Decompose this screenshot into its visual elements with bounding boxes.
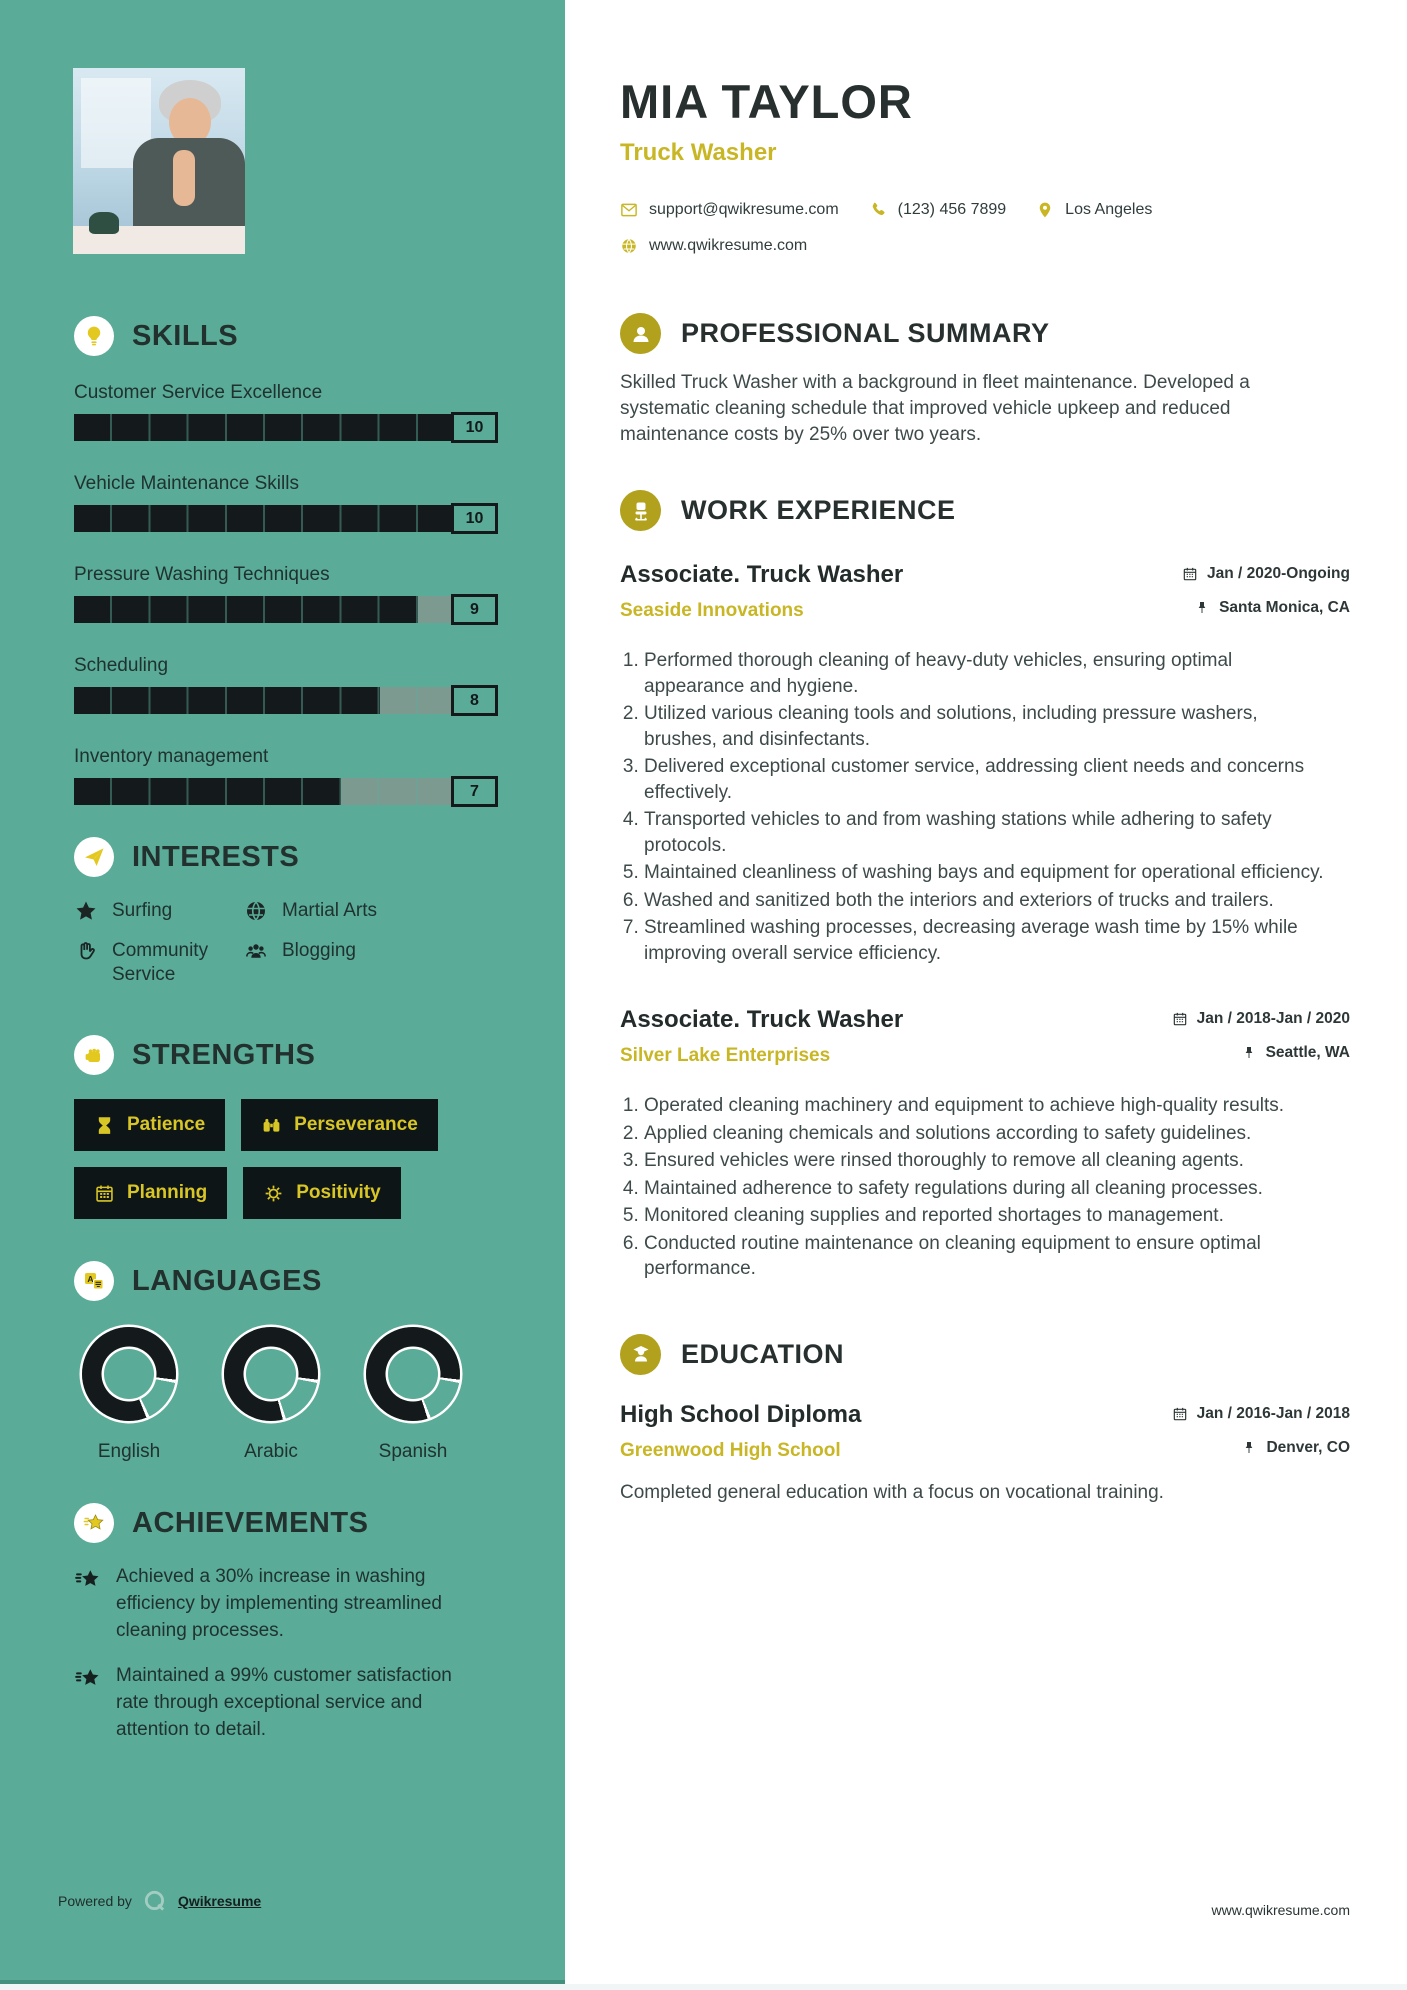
skill-label: Scheduling xyxy=(74,655,169,676)
contact-phone xyxy=(869,201,1007,219)
strength-chips xyxy=(74,1099,501,1219)
education-school-row xyxy=(620,1439,1350,1462)
language-label: English xyxy=(97,1441,161,1462)
education-date-text: Jan / 2016-Jan / 2018 xyxy=(1196,1404,1350,1422)
footer-website[interactable]: www.qwikresume.com xyxy=(1211,1902,1350,1918)
interest-item xyxy=(74,939,244,987)
skills-header xyxy=(74,316,501,356)
job-bullet: 1. Performed thorough cleaning of heavy-duty vehicles, ensuring optimal appearance and hygiene. xyxy=(644,648,1330,699)
job-bullet: 2. Applied cleaning chemicals and solutions according to safety guidelines. xyxy=(644,1121,1330,1147)
skill-row xyxy=(74,473,501,534)
skill-bar xyxy=(74,412,498,443)
achievements-section xyxy=(74,1503,501,1743)
language-item xyxy=(224,1327,318,1463)
job-company-row xyxy=(620,1044,1350,1067)
education-degree-row xyxy=(620,1401,1350,1429)
job-date-text: Jan / 2020-Ongoing xyxy=(1207,565,1350,582)
job-company: Seaside Innovations xyxy=(620,600,804,621)
skill-bar xyxy=(74,503,498,534)
star-icon xyxy=(74,899,98,923)
summary-header xyxy=(620,313,1350,354)
job-location-text: Santa Monica, CA xyxy=(1219,599,1350,616)
work-section xyxy=(620,490,1350,1282)
job-date xyxy=(1182,565,1350,583)
globe-icon xyxy=(620,237,638,255)
summary-section xyxy=(620,313,1350,448)
strength-chip xyxy=(243,1167,400,1219)
job-bullet: 6. Conducted routine maintenance on cleaning equipment to ensure optimal performance. xyxy=(644,1231,1330,1282)
interest-label: Blogging xyxy=(282,940,356,961)
job-entry xyxy=(620,1006,1350,1282)
job-company-row xyxy=(620,599,1350,622)
strengths-header xyxy=(74,1035,501,1075)
skill-bar-track xyxy=(74,778,456,805)
powered-by-label: Powered by xyxy=(58,1893,132,1909)
pin-icon xyxy=(1036,201,1054,219)
skill-bar-fill xyxy=(74,687,380,714)
interests-grid xyxy=(74,899,501,987)
contact-email-text: support@qwikresume.com xyxy=(649,201,839,218)
education-section xyxy=(620,1334,1350,1506)
strength-label: Perseverance xyxy=(294,1114,418,1135)
skill-row xyxy=(74,746,501,807)
photo-arm xyxy=(173,150,195,206)
hand-icon xyxy=(74,939,98,963)
calendar-icon xyxy=(1172,1406,1188,1422)
job-bullet: 6. Washed and sanitized both the interiors and exteriors of trucks and trailers. xyxy=(644,888,1330,914)
qwikresume-link[interactable]: Qwikresume xyxy=(177,1893,262,1909)
skill-row xyxy=(74,382,501,443)
job-bullet: 5. Monitored cleaning supplies and reported shortages to management. xyxy=(644,1203,1330,1229)
strength-chip xyxy=(74,1167,227,1219)
achievement-item xyxy=(74,1662,484,1743)
interests-title: INTERESTS xyxy=(132,840,300,873)
strength-chip xyxy=(74,1099,225,1151)
star-badge-icon xyxy=(74,1503,114,1543)
skills-section xyxy=(74,316,501,807)
languages-title: LANGUAGES xyxy=(132,1264,322,1297)
skill-bar-fill xyxy=(74,414,456,441)
translate-icon xyxy=(74,1261,114,1301)
contact-location-text: Los Angeles xyxy=(1065,201,1153,218)
job-bullet: 7. Streamlined washing processes, decreasing average wash time by 15% while improving overall service efficiency. xyxy=(644,915,1330,966)
qwikresume-logo-icon xyxy=(142,1888,168,1914)
skill-score: 10 xyxy=(451,412,498,443)
office-chair-icon xyxy=(620,490,661,531)
education-date xyxy=(1172,1405,1350,1423)
phone-icon xyxy=(869,201,887,219)
job-location-text: Seattle, WA xyxy=(1265,1044,1350,1061)
shooting-star-icon xyxy=(74,1664,102,1692)
interests-header xyxy=(74,837,501,877)
main-column xyxy=(565,0,1407,1506)
graduate-icon xyxy=(620,1334,661,1375)
person-name: MIA TAYLOR xyxy=(620,75,913,128)
interest-label: Martial Arts xyxy=(282,900,378,921)
lightbulb-icon xyxy=(74,316,114,356)
strength-chip xyxy=(241,1099,438,1151)
profile-photo xyxy=(73,68,245,254)
photo-plant xyxy=(89,212,119,234)
education-school: Greenwood High School xyxy=(620,1439,841,1461)
person-icon xyxy=(620,313,661,354)
skill-bar-fill xyxy=(74,505,456,532)
achievements-title: ACHIEVEMENTS xyxy=(132,1506,369,1539)
job-bullet: 3. Delivered exceptional customer service, addressing client needs and concerns effectively. xyxy=(644,754,1330,805)
interest-item xyxy=(74,899,244,923)
skill-bar xyxy=(74,685,498,716)
paper-plane-icon xyxy=(74,837,114,877)
calendar-icon xyxy=(1182,566,1198,582)
skill-label: Customer Service Excellence xyxy=(74,382,323,403)
contact-location xyxy=(1036,201,1152,219)
education-entry xyxy=(620,1401,1350,1506)
skill-score: 7 xyxy=(451,776,498,807)
job-date-text: Jan / 2018-Jan / 2020 xyxy=(1196,1010,1350,1027)
globe-icon xyxy=(244,899,268,923)
pushpin-icon xyxy=(1241,1045,1257,1061)
calendar-icon xyxy=(94,1183,115,1204)
skill-bar xyxy=(74,594,498,625)
skill-bar-track xyxy=(74,596,456,623)
gear-icon xyxy=(263,1183,284,1204)
job-title-row xyxy=(620,1006,1350,1034)
skill-bar xyxy=(74,776,498,807)
contact-website[interactable] xyxy=(620,237,807,255)
job-date xyxy=(1172,1010,1350,1028)
work-header xyxy=(620,490,1350,531)
job-title: Associate. Truck Washer xyxy=(620,561,904,588)
summary-title: PROFESSIONAL SUMMARY xyxy=(681,318,1050,348)
pushpin-icon xyxy=(1241,1440,1257,1456)
page-bottom-strip xyxy=(0,1984,1407,1990)
job-bullet: 1. Operated cleaning machinery and equipment to achieve high-quality results. xyxy=(644,1093,1330,1119)
job-bullet: 2. Utilized various cleaning tools and solutions, including pressure washers, brushes, and disinfectants. xyxy=(644,701,1330,752)
pushpin-icon xyxy=(1194,600,1210,616)
summary-text: Skilled Truck Washer with a background in fleet maintenance. Developed a systematic cleaning schedule that improved vehicle upkeep and reduced maintenance costs by 25% over two years. xyxy=(620,372,1250,445)
skill-bar-track xyxy=(74,505,456,532)
achievement-item xyxy=(74,1563,484,1644)
skill-bar-fill xyxy=(74,596,418,623)
education-header xyxy=(620,1334,1350,1375)
skill-score: 8 xyxy=(451,685,498,716)
skill-bar-track xyxy=(74,414,456,441)
job-location xyxy=(1241,1044,1350,1062)
hourglass-icon xyxy=(94,1115,115,1136)
contact-row xyxy=(620,201,1350,219)
education-location xyxy=(1241,1439,1350,1457)
job-title-row xyxy=(620,561,1350,589)
contact-phone-text: (123) 456 7899 xyxy=(897,201,1007,218)
job-entry xyxy=(620,561,1350,966)
job-bullet: 3. Ensured vehicles were rinsed thoroughly to remove all cleaning agents. xyxy=(644,1148,1330,1174)
shooting-star-icon xyxy=(74,1565,102,1593)
education-title: EDUCATION xyxy=(681,1338,844,1369)
skill-label: Vehicle Maintenance Skills xyxy=(74,473,299,494)
language-donut-chart xyxy=(82,1327,176,1421)
job-bullet-list xyxy=(620,648,1330,966)
job-bullet: 5. Maintained cleanliness of washing bays and equipment for operational efficiency. xyxy=(644,860,1330,886)
strengths-title: STRENGTHS xyxy=(132,1038,316,1071)
skill-label: Inventory management xyxy=(74,746,269,767)
contact-row xyxy=(620,237,1350,255)
language-donut-chart xyxy=(224,1327,318,1421)
skill-row xyxy=(74,655,501,716)
sidebar xyxy=(0,0,565,1984)
skill-bar-fill xyxy=(74,778,341,805)
language-label: Spanish xyxy=(378,1441,448,1462)
strengths-section xyxy=(74,1035,501,1219)
skill-bar-track xyxy=(74,687,456,714)
languages-section xyxy=(74,1261,501,1463)
svg-text:A: A xyxy=(87,1273,94,1284)
envelope-icon xyxy=(620,201,638,219)
language-donuts xyxy=(74,1327,501,1463)
skills-title: SKILLS xyxy=(132,319,239,352)
skill-score: 10 xyxy=(451,503,498,534)
skill-row xyxy=(74,564,501,625)
job-bullet: 4. Transported vehicles to and from washing stations while adhering to safety protocols. xyxy=(644,807,1330,858)
job-location xyxy=(1194,599,1350,617)
languages-header xyxy=(74,1261,501,1301)
interests-section xyxy=(74,837,501,987)
strength-label: Patience xyxy=(127,1114,206,1135)
interest-label: Surfing xyxy=(112,900,173,921)
calendar-icon xyxy=(1172,1011,1188,1027)
work-title: WORK EXPERIENCE xyxy=(681,495,956,525)
sidebar-footer xyxy=(58,1888,261,1914)
education-location-text: Denver, CO xyxy=(1266,1438,1350,1456)
sidebar-content xyxy=(0,254,565,1761)
language-item xyxy=(366,1327,460,1463)
job-bullet-list xyxy=(620,1093,1330,1282)
achievement-text: Achieved a 30% increase in washing efficiency by implementing streamlined cleaning processes. xyxy=(116,1566,442,1641)
contact-website-text: www.qwikresume.com xyxy=(649,237,808,254)
education-text: Completed general education with a focus on vocational training. xyxy=(620,1481,1164,1503)
job-bullet: 4. Maintained adherence to safety regulations during all cleaning processes. xyxy=(644,1176,1330,1202)
skill-label: Pressure Washing Techniques xyxy=(74,564,330,585)
interest-item xyxy=(244,899,501,923)
achievement-text: Maintained a 99% customer satisfaction rate through exceptional service and attention to detail. xyxy=(116,1665,452,1740)
language-donut-chart xyxy=(366,1327,460,1421)
contact-email[interactable] xyxy=(620,201,839,219)
binoculars-icon xyxy=(261,1115,282,1136)
fist-icon xyxy=(74,1035,114,1075)
education-degree: High School Diploma xyxy=(620,1400,862,1428)
skill-score: 9 xyxy=(451,594,498,625)
language-label: Arabic xyxy=(244,1441,298,1462)
achievements-header xyxy=(74,1503,501,1543)
interest-label: Community Service xyxy=(112,940,209,985)
strength-label: Planning xyxy=(127,1182,208,1203)
job-title: Associate. Truck Washer xyxy=(620,1006,904,1033)
person-job-title: Truck Washer xyxy=(620,139,777,166)
interest-item xyxy=(244,939,501,987)
language-item xyxy=(82,1327,176,1463)
strength-label: Positivity xyxy=(296,1182,381,1203)
people-icon xyxy=(244,939,268,963)
job-company: Silver Lake Enterprises xyxy=(620,1045,831,1066)
